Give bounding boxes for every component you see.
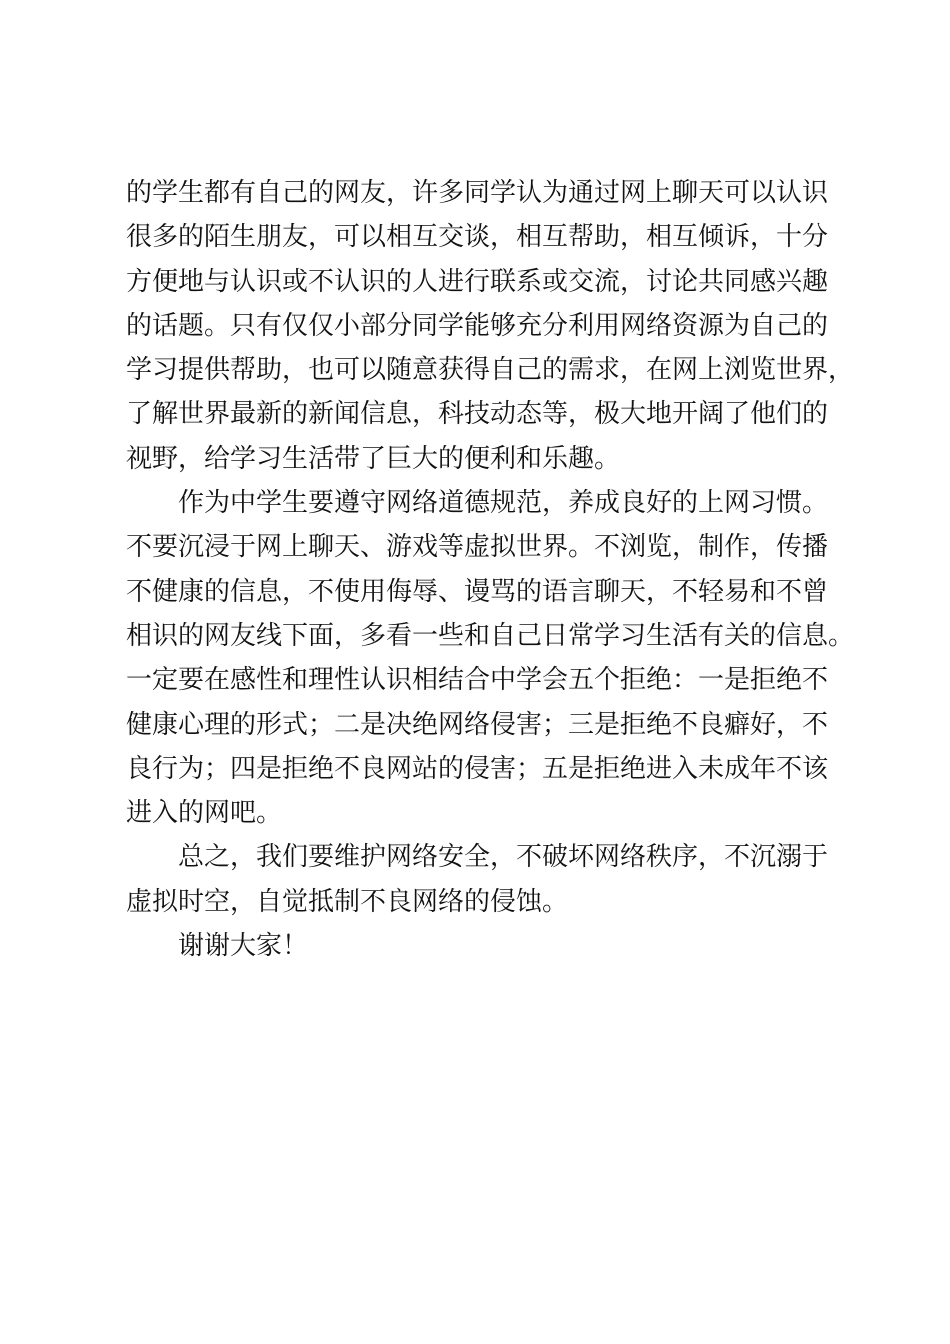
text-line: 虚拟时空，自觉抵制不良网络的侵蚀。 xyxy=(126,886,569,917)
text-line: 不健康的信息，不使用侮辱、谩骂的语言聊天，不轻易和不曾 xyxy=(126,576,829,607)
text-line: 方便地与认识或不认识的人进行联系或交流，讨论共同感兴趣 xyxy=(126,266,829,297)
paragraph-first-line: 作为中学生要遵守网络道德规范，养成良好的上网习惯。 xyxy=(178,488,829,519)
text-line: 不要沉浸于网上聊天、游戏等虚拟世界。不浏览，制作，传播 xyxy=(126,532,829,563)
text-line: 健康心理的形式；二是决绝网络侵害；三是拒绝不良癖好，不 xyxy=(126,709,829,740)
text-line: 相识的网友线下面，多看一些和自己日常学习生活有关的信息。 xyxy=(126,620,855,651)
text-line: 了解世界最新的新闻信息，科技动态等，极大地开阔了他们的 xyxy=(126,399,829,430)
closing-line: 谢谢大家！ xyxy=(178,931,309,962)
text-line: 一定要在感性和理性认识相结合中学会五个拒绝：一是拒绝不 xyxy=(126,665,829,696)
document-body xyxy=(126,171,855,968)
text-line: 学习提供帮助，也可以随意获得自己的需求，在网上浏览世界， xyxy=(126,355,855,386)
text-line: 很多的陌生朋友，可以相互交谈，相互帮助，相互倾诉，十分 xyxy=(126,222,829,253)
text-line: 的学生都有自己的网友，许多同学认为通过网上聊天可以认识 xyxy=(126,178,829,208)
text-line: 进入的网吧。 xyxy=(126,798,283,829)
text-line: 的话题。只有仅仅小部分同学能够充分利用网络资源为自己的 xyxy=(126,310,829,341)
paragraph-first-line: 总之，我们要维护网络安全，不破坏网络秩序，不沉溺于 xyxy=(178,842,829,873)
text-line: 良行为；四是拒绝不良网站的侵害；五是拒绝进入未成年不该 xyxy=(126,753,829,784)
text-line: 视野，给学习生活带了巨大的便利和乐趣。 xyxy=(126,443,621,474)
